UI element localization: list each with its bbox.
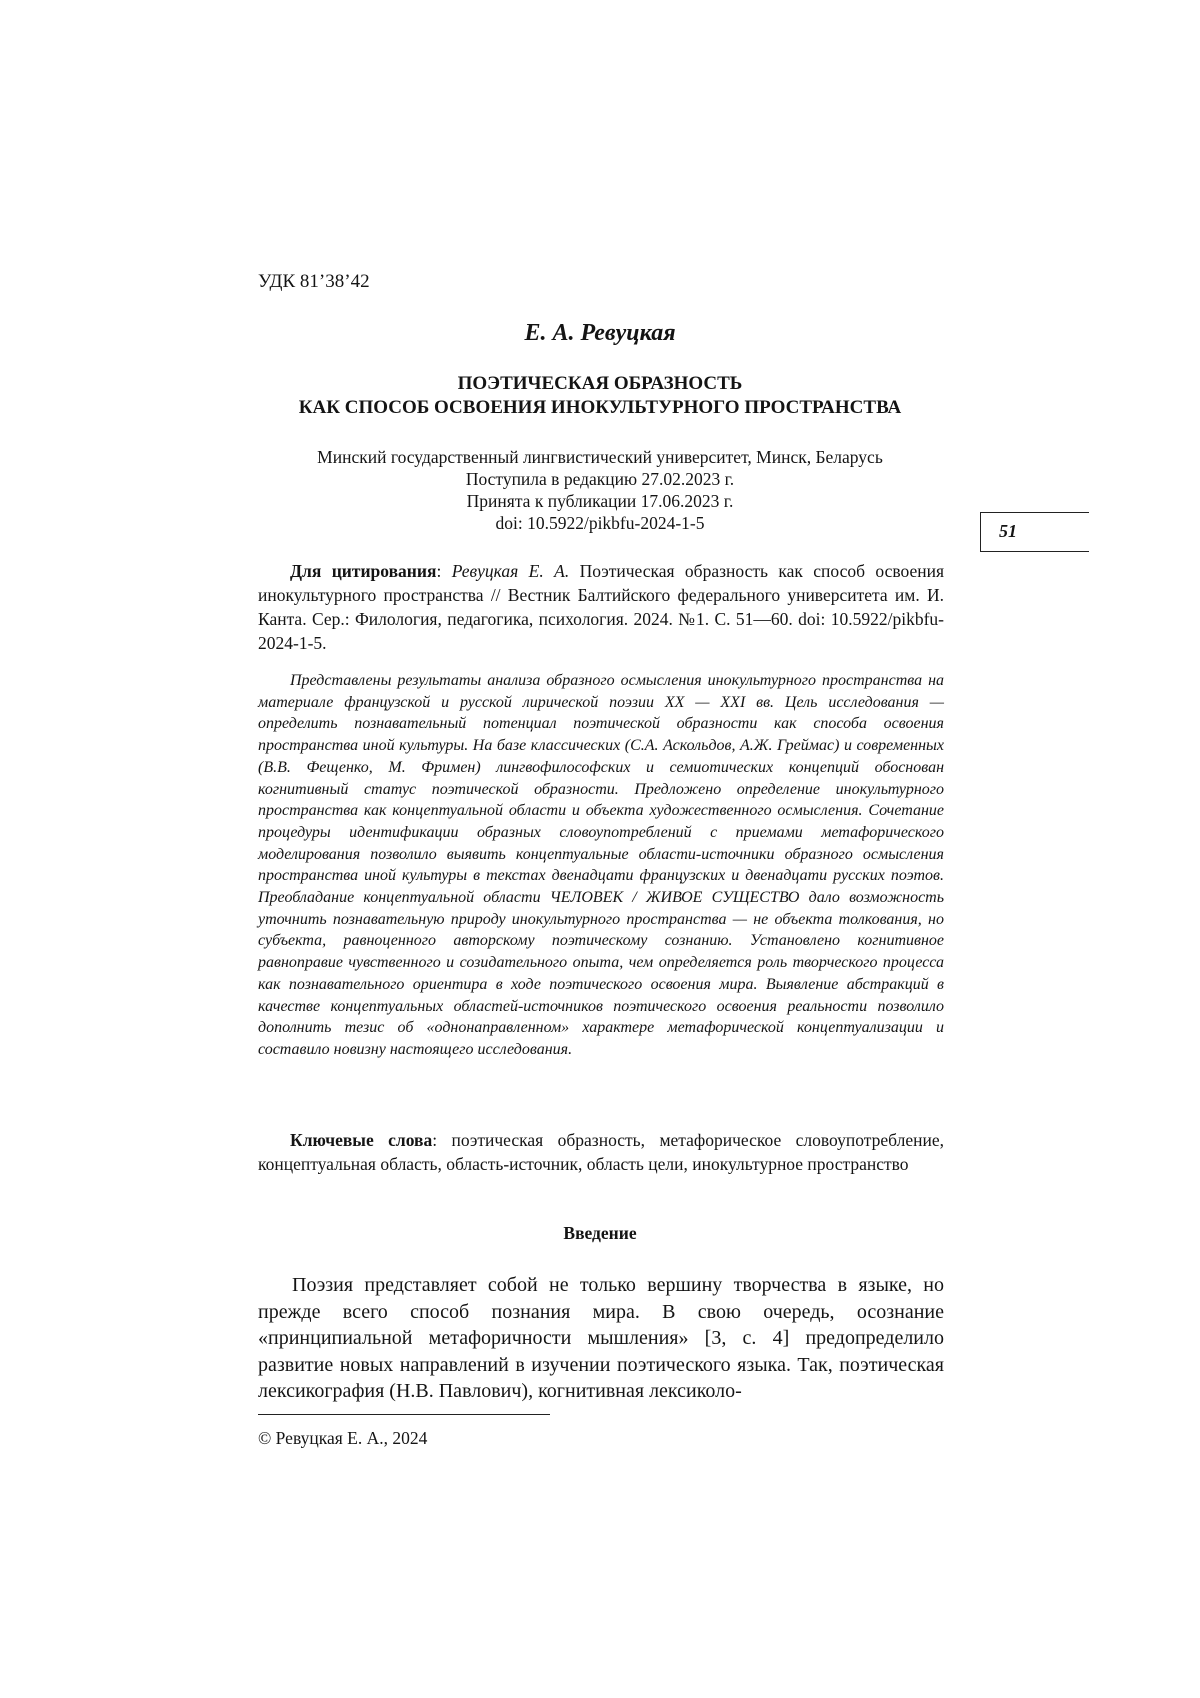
introduction-paragraph: Поэзия представляет собой не только вершину творчества в языке, но прежде всего способ познания мира. В свою очередь, осознание «принципиальной метафоричности мышления» [3, с. 4] предопределило развитие новых направлений в изучении поэтического языка. Так, поэтическая лексикография (Н.В. Павлович), когнитивная лексиколо- bbox=[258, 1274, 944, 1402]
copyright-footnote: © Ревуцкая Е. А., 2024 bbox=[258, 1428, 428, 1448]
keywords-label: Ключевые слова bbox=[290, 1130, 433, 1150]
article-title-line-1: ПОЭТИЧЕСКАЯ ОБРАЗНОСТЬ bbox=[457, 373, 743, 394]
citation-label: Для цитирования bbox=[290, 561, 437, 581]
citation-authors: Ревуцкая Е. А. bbox=[451, 561, 570, 581]
page-number-box bbox=[980, 512, 1089, 552]
section-heading-introduction: Введение bbox=[563, 1223, 637, 1243]
received-date: Поступила в редакцию 27.02.2023 г. bbox=[465, 469, 735, 489]
affiliation: Минский государственный лингвистический университет, Минск, Беларусь bbox=[317, 447, 883, 467]
citation-text: Поэтическая образность как способ освоения инокультурного пространства // Вестник Балтийского федерального университета им. И. Канта. Сер.: Филология, педагогика, психология. 2024. №1. С. 51—60. doi: 10.5922/pikbfu-2024-1-5. bbox=[258, 561, 944, 653]
keywords-text: : поэтическая образность, метафорическое словоупотребление, концептуальная область, область-источник, область цели, инокультурное пространство bbox=[258, 1130, 944, 1174]
doi: doi: 10.5922/pikbfu-2024-1-5 bbox=[495, 513, 705, 533]
citation: Для цитирования: Ревуцкая Е. А. Поэтическая образность как способ освоения инокультурного пространства // Вестник Балтийского федерального университета им. И. Канта. Сер.: Филология, педагогика, психология. 2024. №1. С. 51—60. doi: 10.5922/pikbfu-2024-1-5. bbox=[258, 561, 944, 653]
article-title-line-2: КАК СПОСОБ ОСВОЕНИЯ ИНОКУЛЬТУРНОГО ПРОСТРАНСТВА bbox=[298, 397, 902, 418]
article-title bbox=[0, 372, 1200, 420]
udk-code: УДК 81’38’42 bbox=[258, 271, 370, 292]
footnote-divider bbox=[258, 1414, 550, 1415]
page-number: 51 bbox=[999, 521, 1017, 541]
keywords bbox=[258, 1128, 944, 1176]
abstract: Представлены результаты анализа образного осмысления инокультурного пространства на материале французской и русской лирической поэзии XX — XXI вв. Цель исследования — определить познавательный потенциал поэтической образности как способа освоения пространства иной культуры. На базе классических (С.А. Аскольдов, А.Ж. Греймас) и современных (В.В. Фещенко, М. Фримен) лингвофилософских и семиотических концепций обоснован когнитивный статус поэтической образности. Предложено определение инокультурного пространства как концептуальной области и объекта художественного осмысления. Сочетание процедуры идентификации образных словоупотреблений с приемами метафорического моделирования позволило выявить концептуальные области-источники образного осмысления пространства иной культуры в текстах двенадцати французских и двенадцати русских поэтов. Преобладание концептуальной области ЧЕЛОВЕК / ЖИВОЕ СУЩЕСТВО дало возможность уточнить познавательную природу инокультурного пространства — не объекта толкования, но субъекта, равноценного авторскому поэтическому сознанию. Установлено когнитивное равноправие чувственного и созидательного опыта, чем определяется роль творческого процесса как познавательного ориентира в ходе поэтического освоения мира. Выявление абстракций в качестве концептуальных областей-источников поэтического освоения реальности позволило дополнить тезис об «однонаправленном» характере метафорической концептуализации и составило новизну настоящего исследования. bbox=[258, 672, 944, 1058]
accepted-date: Принята к публикации 17.06.2023 г. bbox=[466, 491, 734, 511]
author-name: Е. А. Ревуцкая bbox=[524, 320, 676, 346]
